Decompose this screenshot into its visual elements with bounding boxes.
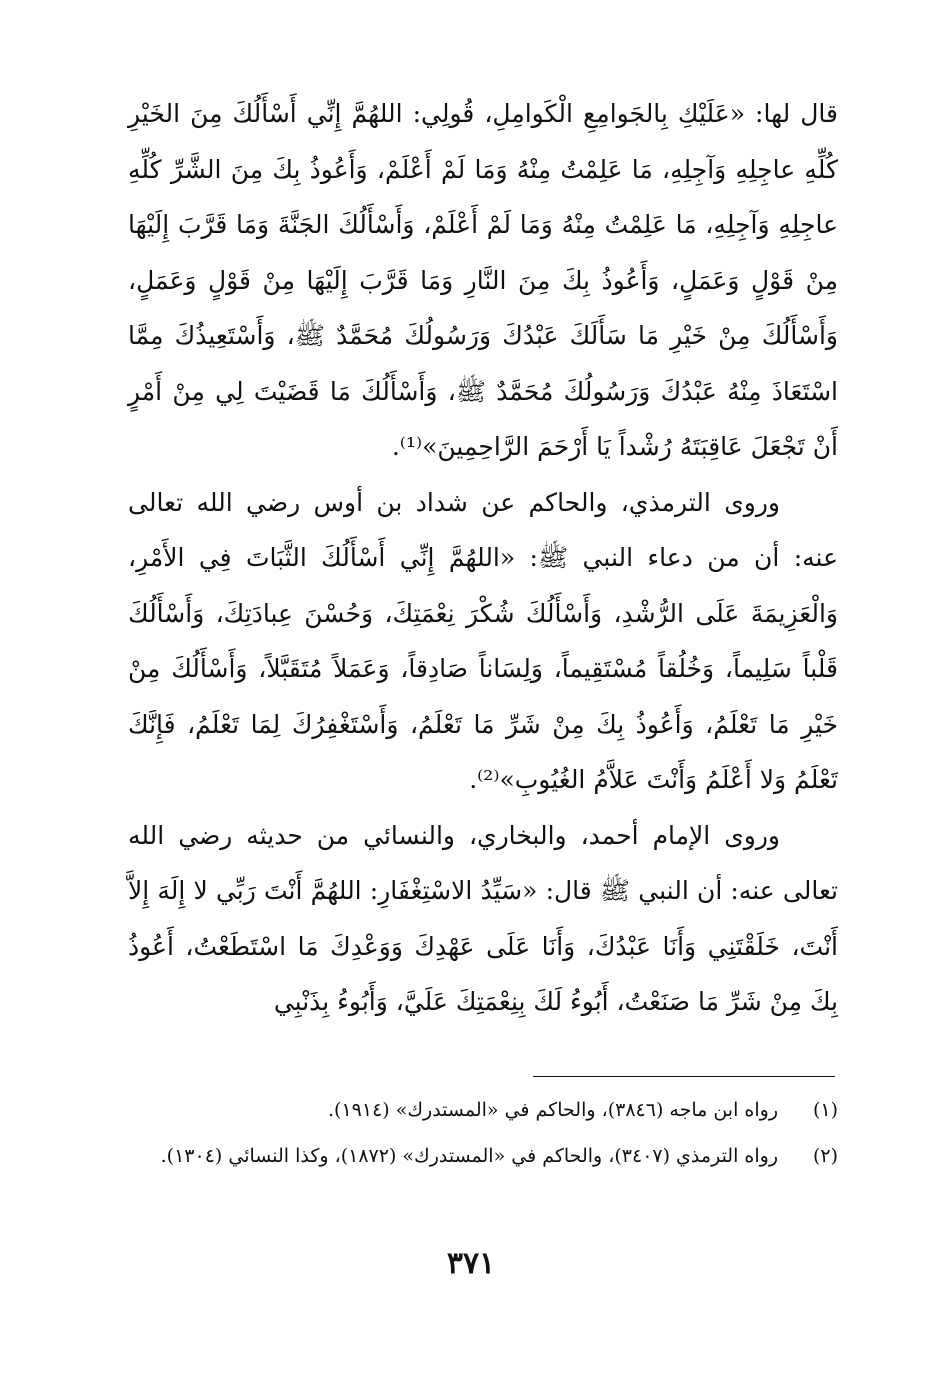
footnote-separator [533, 1076, 835, 1077]
paragraph-2: وروى الترمذي، والحاكم عن شداد بن أوس رضي الله تعالى عنه: أن من دعاء النبي ﷺ: «اللهُمَّ إِنِّي أَسْأَلُكَ الثَّبَاتَ فِي الأَمْرِ، وَالْعَزِيمَةَ عَلَى الرُّشْدِ، وَأَسْأَلُكَ شُكْرَ نِعْمَتِكَ، وَحُسْنَ عِبادَتِكَ، وَأَسْأَلُكَ قَلْباً سَلِيماً، وَخُلُقاً مُسْتَقِيماً، وَلِسَاناً صَادِقاً، وَعَمَلاً مُتَقَبَّلاً، وَأَسْأَلُكَ مِنْ خَيْرِ مَا تَعْلَمُ، وَأَعُوذُ بِكَ مِنْ شَرِّ مَا تَعْلَمُ، وَأَسْتَغْفِرُكَ لِمَا تَعْلَمُ، فَإِنَّكَ تَعْلَمُ وَلا أَعْلَمُ وَأَنْتَ عَلاَّمُ الغُيُوبِ»⁽²⁾. [128, 487, 838, 794]
footnotes [128, 1090, 838, 1182]
paragraph-1: قال لها: «عَلَيْكِ بِالجَوامِعِ الْكَوامِلِ، قُولِي: اللهُمَّ إِنِّي أَسْأَلُكَ مِنَ الخَيْرِ كُلِّهِ عاجِلِهِ وَآجِلِهِ، مَا عَلِمْتُ مِنْهُ وَمَا لَمْ أَعْلَمْ، وَأَعُوذُ بِكَ مِنَ الشَّرِّ كُلِّهِ عاجِلِهِ وَآجِلِهِ، مَا عَلِمْتُ مِنْهُ وَمَا لَمْ أَعْلَمْ، وَأَسْأَلُكَ الجَنَّةَ وَمَا قَرَّبَ إِلَيْهَا مِنْ قَوْلٍ وَعَمَلٍ، وَأَعُوذُ بِكَ مِنَ النَّارِ وَمَا قَرَّبَ إِلَيْهَا مِنْ قَوْلٍ وَعَمَلٍ، وَأَسْأَلُكَ مِنْ خَيْرِ مَا سَأَلَكَ عَبْدُكَ وَرَسُولُكَ مُحَمَّدٌ ﷺ، وَأَسْتَعِيذُكَ مِمَّا اسْتَعَاذَ مِنْهُ عَبْدُكَ وَرَسُولُكَ مُحَمَّدٌ ﷺ، وَأَسْأَلُكَ مَا قَضَيْتَ لِي مِنْ أَمْرٍ أَنْ تَجْعَلَ عَاقِبَتَهُ رُشْداً يَا أَرْحَمَ الرَّاحِمِينَ»⁽¹⁾. [128, 99, 838, 461]
footnote-marker: (١) [812, 1099, 838, 1121]
footnote-text: رواه ابن ماجه (٣٨٤٦)، والحاكم في «المستدرك» (١٩١٤). [328, 1099, 778, 1121]
footnote-2 [128, 1136, 838, 1177]
footnote-1 [128, 1090, 838, 1131]
paragraph-3: وروى الإمام أحمد، والبخاري، والنسائي من حديثه رضي الله تعالى عنه: أن النبي ﷺ قال: «سَيِّدُ الاسْتِغْفَارِ: اللهُمَّ أَنْتَ رَبِّي لا إِلَهَ إِلاَّ أَنْتَ، خَلَقْتَنِي وَأَنَا عَبْدُكَ، وَأَنَا عَلَى عَهْدِكَ وَوَعْدِكَ مَا اسْتَطَعْتُ، أَعُوذُ بِكَ مِنْ شَرِّ مَا صَنَعْتُ، أَبُوءُ لَكَ بِنِعْمَتِكَ عَلَيَّ، وَأَبُوءُ بِذَنْبِي [128, 820, 838, 1016]
main-text [128, 86, 838, 1030]
footnote-marker: (٢) [812, 1145, 838, 1167]
page-number: ٣٧١ [446, 1246, 496, 1281]
footnote-text: رواه الترمذي (٣٤٠٧)، والحاكم في «المستدرك» (١٨٧٢)، وكذا النسائي (١٣٠٤). [160, 1145, 778, 1167]
